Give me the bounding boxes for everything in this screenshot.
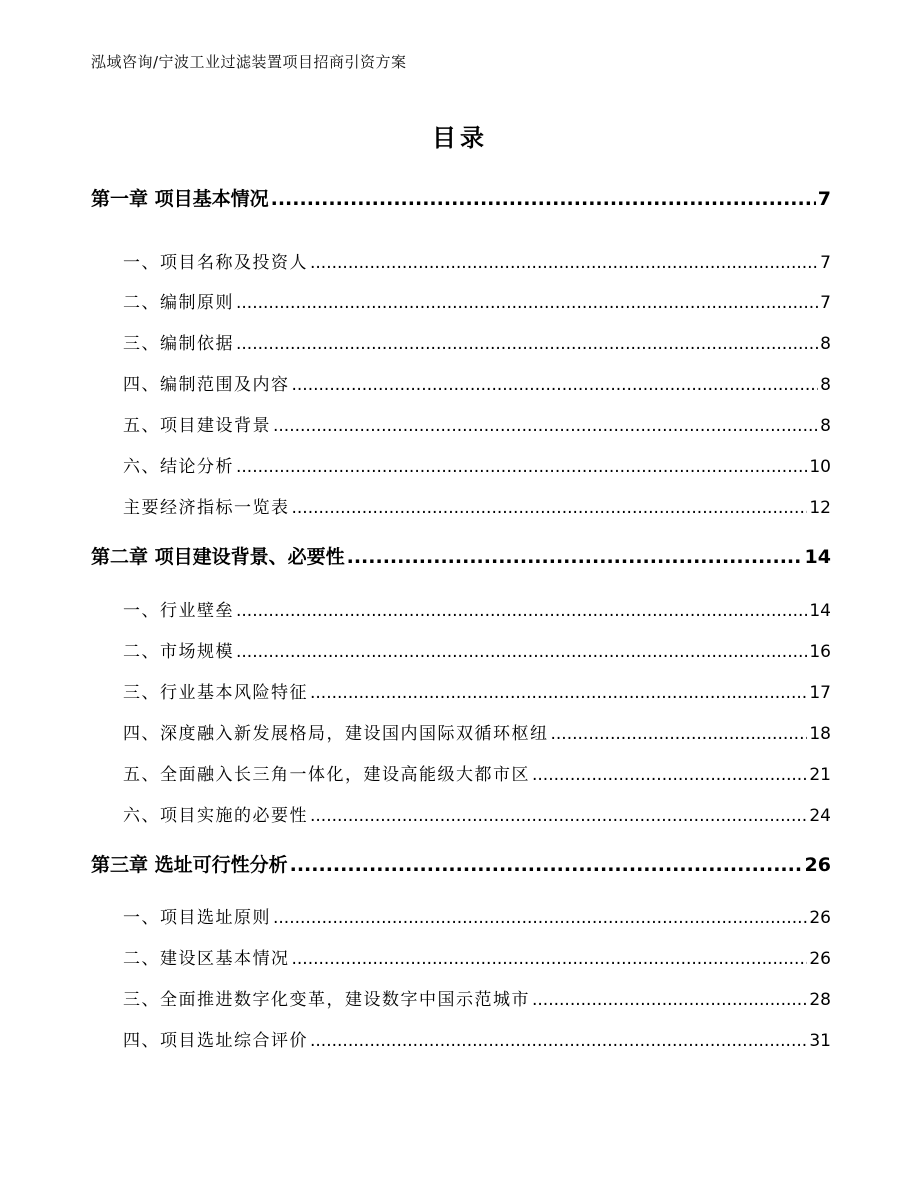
running-header: 泓域咨询/宁波工业过滤装置项目招商引资方案 — [91, 53, 407, 71]
toc-page-number: 7 — [817, 188, 831, 210]
toc-entry-label: 第二章 项目建设背景、必要性 — [91, 546, 345, 568]
toc-section-number: 二、 — [123, 293, 160, 313]
dot-leader — [236, 457, 807, 477]
toc-page-number: 8 — [820, 375, 831, 395]
toc-chapter-3[interactable] — [91, 850, 831, 877]
dot-leader — [271, 188, 816, 210]
toc-section-1-2[interactable] — [91, 288, 831, 313]
toc-entry-label: 深度融入新发展格局，建设国内国际双循环枢纽 — [160, 724, 549, 744]
toc-page-number: 18 — [809, 724, 831, 744]
toc-entry-label: 全面推进数字化变革，建设数字中国示范城市 — [160, 990, 530, 1010]
toc-section-number: 一、 — [123, 253, 160, 273]
toc-page-number: 28 — [809, 990, 831, 1010]
toc-entry-label: 项目建设背景 — [160, 416, 271, 436]
dot-leader — [292, 498, 808, 518]
toc-section-2-2[interactable] — [91, 637, 831, 662]
toc-page-number: 26 — [809, 908, 831, 928]
toc-page-number: 14 — [804, 546, 831, 568]
toc-section-1-6[interactable] — [91, 452, 831, 477]
toc-page-number: 16 — [809, 642, 831, 662]
dot-leader — [273, 908, 807, 928]
toc-section-number: 三、 — [123, 990, 160, 1010]
toc-section-3-3[interactable] — [91, 985, 831, 1010]
toc-section-number: 二、 — [123, 949, 160, 969]
toc-entry-label: 编制范围及内容 — [160, 375, 290, 395]
toc-entry-label: 项目名称及投资人 — [160, 253, 308, 273]
toc-section-1-7[interactable] — [91, 493, 831, 518]
dot-leader — [292, 949, 808, 969]
toc-entry-label: 建设区基本情况 — [160, 949, 290, 969]
toc-section-number: 五、 — [123, 416, 160, 436]
toc-section-number: 五、 — [123, 765, 160, 785]
toc-page-number: 26 — [809, 949, 831, 969]
toc-page-number: 17 — [809, 683, 831, 703]
toc-entry-label: 编制原则 — [160, 293, 234, 313]
toc-section-1-1[interactable] — [91, 248, 831, 273]
toc-page-number: 21 — [809, 765, 831, 785]
toc-section-2-3[interactable] — [91, 678, 831, 703]
toc-page-number: 12 — [809, 498, 831, 518]
dot-leader — [236, 293, 818, 313]
toc-entry-label: 全面融入长三角一体化，建设高能级大都市区 — [160, 765, 530, 785]
toc-section-number: 六、 — [123, 457, 160, 477]
toc-page-number: 7 — [820, 253, 831, 273]
dot-leader — [310, 683, 807, 703]
toc-page-number: 8 — [820, 334, 831, 354]
toc-section-number: 四、 — [123, 724, 160, 744]
dot-leader — [273, 416, 818, 436]
toc-section-2-4[interactable] — [91, 719, 831, 744]
toc-page-number: 26 — [804, 854, 831, 876]
toc-section-number: 一、 — [123, 908, 160, 928]
toc-entry-label: 项目选址综合评价 — [160, 1031, 308, 1051]
toc-chapter-1[interactable] — [91, 184, 831, 211]
toc-section-3-2[interactable] — [91, 944, 831, 969]
toc-chapter-2[interactable] — [91, 542, 831, 569]
toc-section-1-3[interactable] — [91, 329, 831, 354]
dot-leader — [290, 854, 803, 876]
toc-entry-label: 项目实施的必要性 — [160, 806, 308, 826]
dot-leader — [236, 601, 807, 621]
dot-leader — [532, 765, 807, 785]
toc-page-number: 10 — [809, 457, 831, 477]
toc-entry-label: 行业基本风险特征 — [160, 683, 308, 703]
dot-leader — [310, 253, 818, 273]
dot-leader — [310, 806, 807, 826]
toc-entry-label: 第一章 项目基本情况 — [91, 188, 269, 210]
toc-page-number: 24 — [809, 806, 831, 826]
toc-section-1-4[interactable] — [91, 370, 831, 395]
toc-entry-label: 项目选址原则 — [160, 908, 271, 928]
toc-section-1-5[interactable] — [91, 411, 831, 436]
toc-entry-label: 市场规模 — [160, 642, 234, 662]
dot-leader — [532, 990, 807, 1010]
toc-section-number: 四、 — [123, 375, 160, 395]
toc-section-3-1[interactable] — [91, 903, 831, 928]
dot-leader — [347, 546, 803, 568]
toc-section-number: 二、 — [123, 642, 160, 662]
toc-section-2-1[interactable] — [91, 596, 831, 621]
toc-section-number: 三、 — [123, 683, 160, 703]
toc-entry-label: 编制依据 — [160, 334, 234, 354]
toc-section-2-5[interactable] — [91, 760, 831, 785]
toc-section-2-6[interactable] — [91, 801, 831, 826]
toc-entry-label: 结论分析 — [160, 457, 234, 477]
dot-leader — [551, 724, 808, 744]
toc-section-number: 三、 — [123, 334, 160, 354]
dot-leader — [236, 334, 818, 354]
toc-entry-label: 主要经济指标一览表 — [123, 498, 290, 518]
toc-entry-label: 行业壁垒 — [160, 601, 234, 621]
toc-section-number: 一、 — [123, 601, 160, 621]
dot-leader — [236, 642, 807, 662]
toc-page-number: 14 — [809, 601, 831, 621]
toc-page-number: 7 — [820, 293, 831, 313]
dot-leader — [292, 375, 819, 395]
toc-title: 目录 — [432, 124, 488, 152]
toc-page-number: 8 — [820, 416, 831, 436]
toc-section-3-4[interactable] — [91, 1026, 831, 1051]
toc-page-number: 31 — [809, 1031, 831, 1051]
dot-leader — [310, 1031, 807, 1051]
toc-section-number: 六、 — [123, 806, 160, 826]
toc-entry-label: 第三章 选址可行性分析 — [91, 854, 288, 876]
toc-section-number: 四、 — [123, 1031, 160, 1051]
